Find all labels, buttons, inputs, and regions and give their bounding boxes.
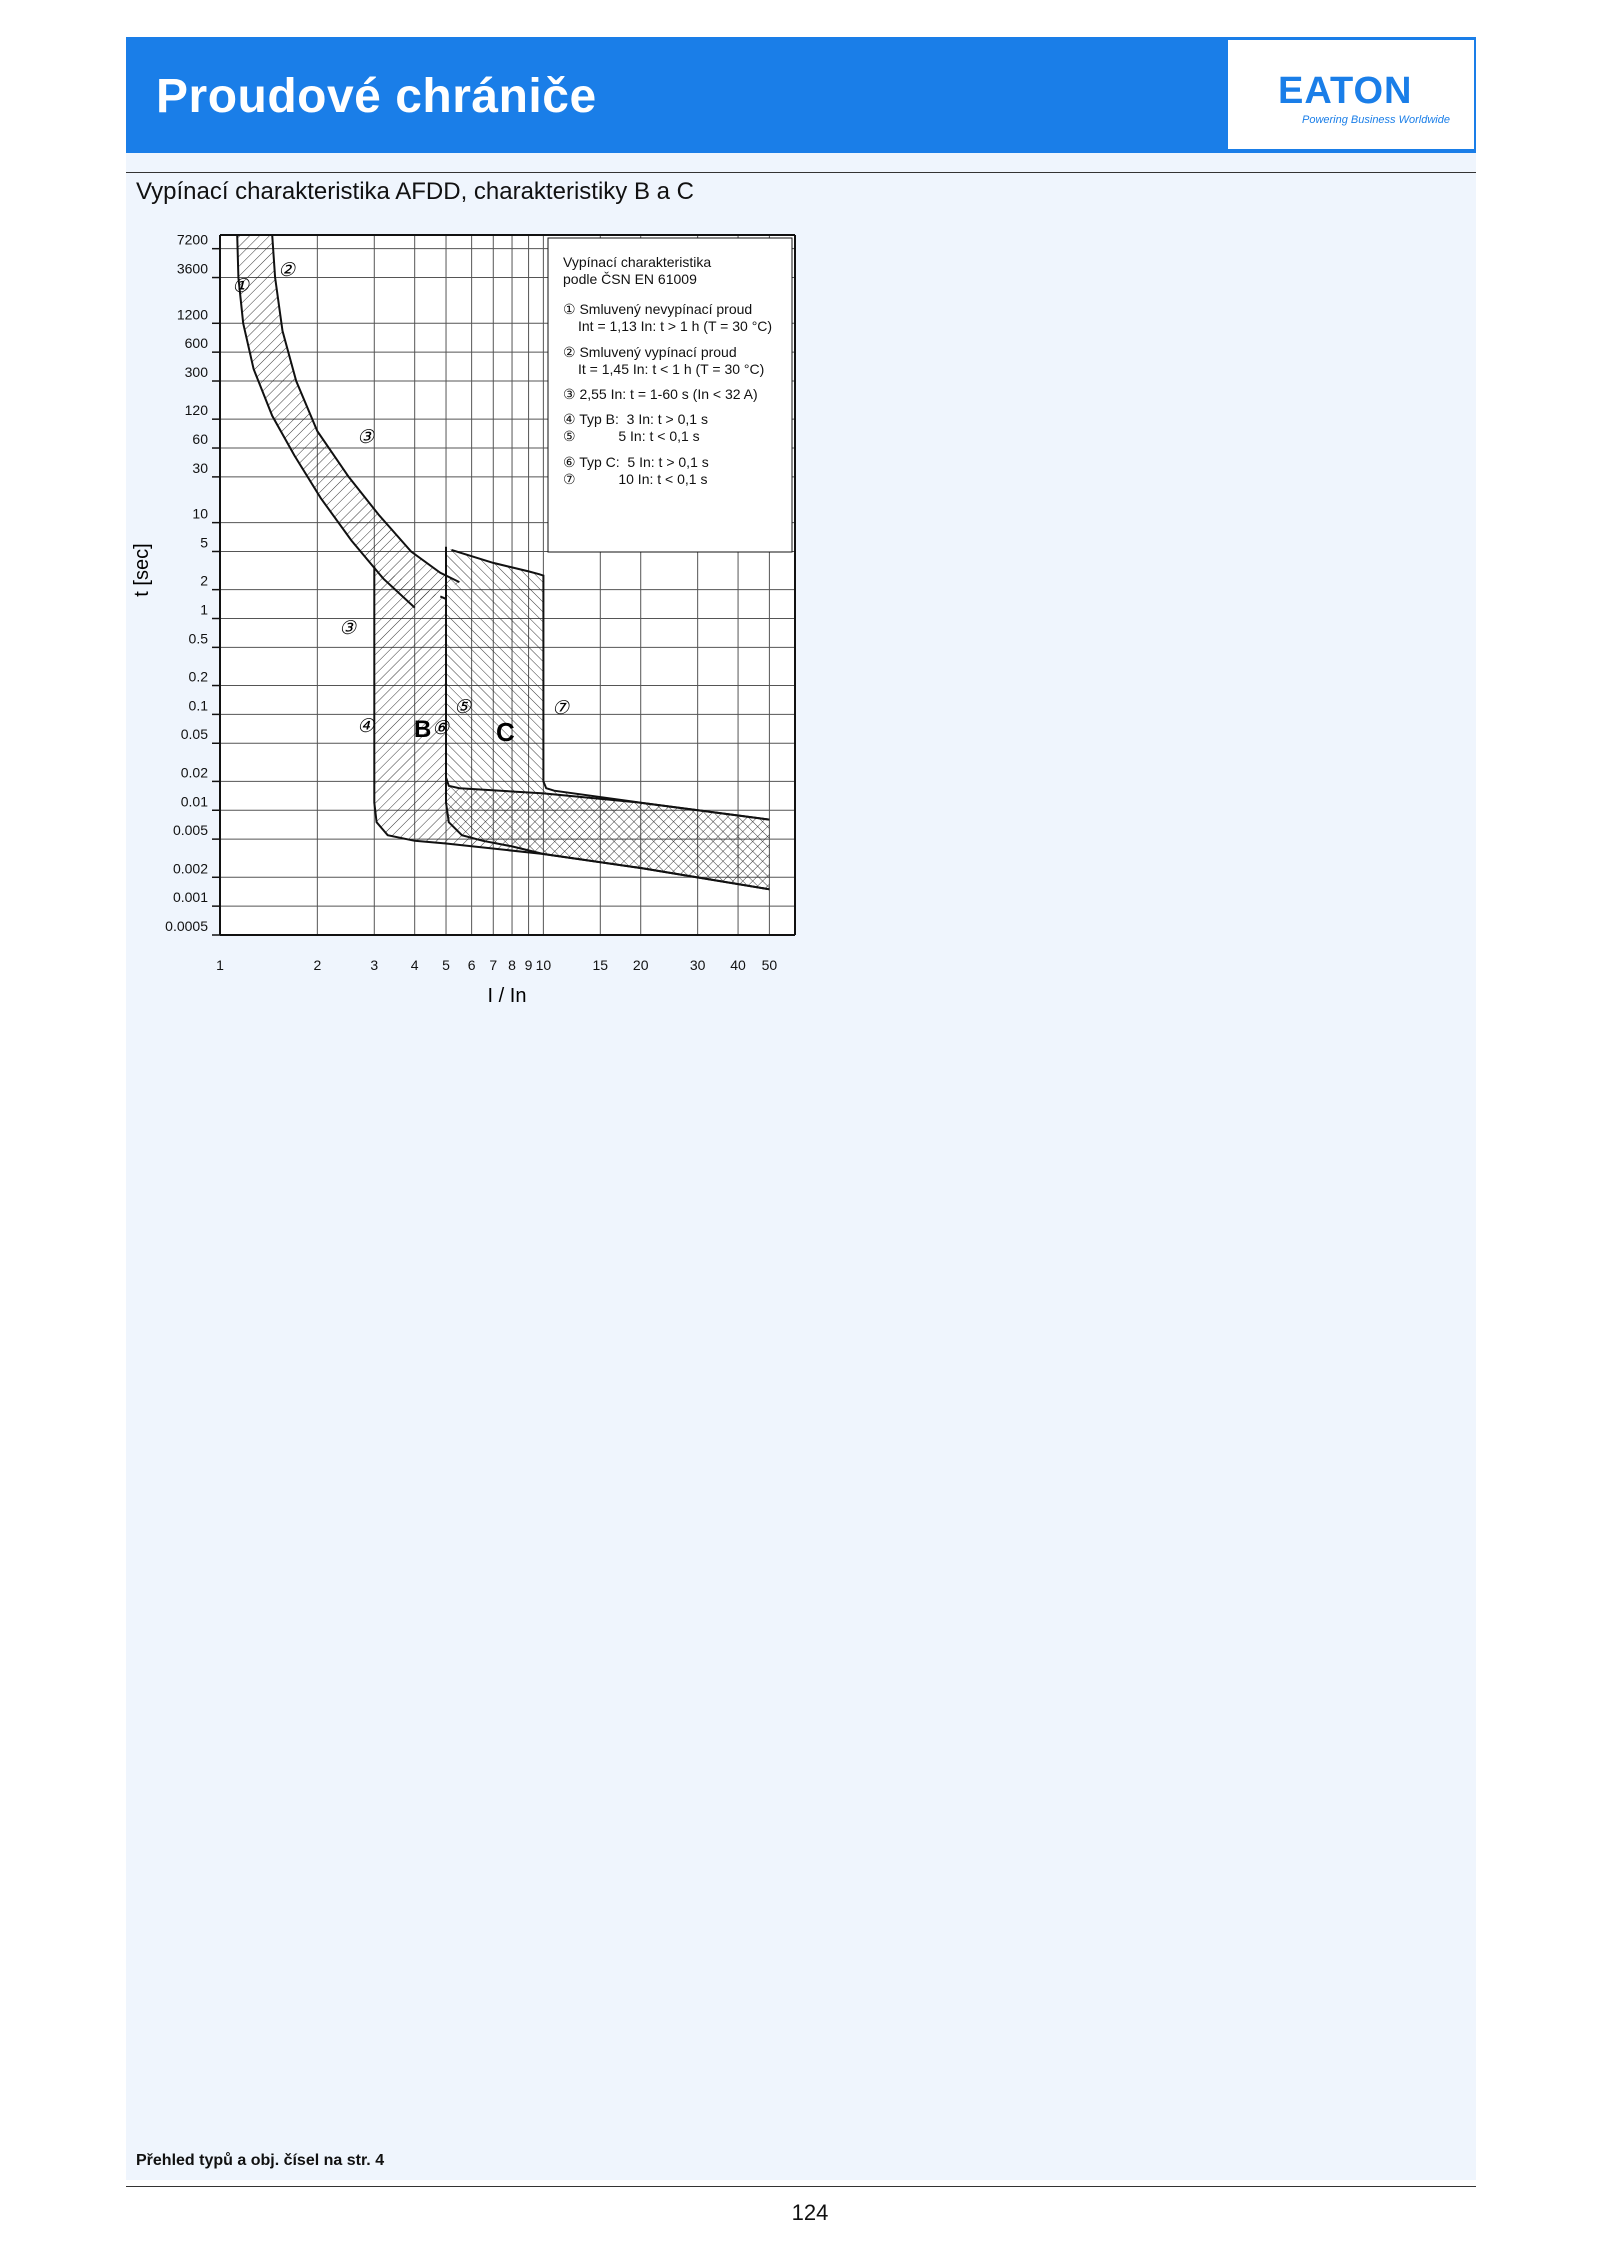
y-tick-label-21: 0.0005: [165, 918, 208, 934]
x-tick-label-13: 40: [730, 957, 746, 973]
legend-line-2: ① Smluvený nevypínací proud: [563, 301, 753, 317]
logo-tagline: Powering Business Worldwide: [1302, 114, 1450, 126]
y-tick-label-10: 2: [200, 572, 208, 589]
y-tick-label-16: 0.02: [180, 764, 208, 781]
y-tick-label-13: 0.2: [188, 668, 208, 685]
legend-line-8: ⑤ 5 In: t < 0,1 s: [563, 428, 700, 444]
logo-wordmark: EATON: [1278, 70, 1413, 112]
marker-4: ④: [357, 716, 375, 737]
y-tick-label-11: 1: [200, 601, 208, 618]
y-tick-label-3: 600: [184, 335, 208, 352]
x-tick-label-9: 10: [535, 957, 552, 973]
marker-2: ②: [278, 260, 296, 281]
y-tick-label-9: 5: [200, 534, 208, 551]
x-axis-label: I / In: [487, 985, 527, 1007]
x-tick-label-5: 6: [467, 957, 476, 973]
page-number: 124: [791, 2200, 829, 2225]
footer-note: Přehled typů a obj. čísel na str. 4: [136, 2152, 385, 2169]
y-tick-label-0: 7200: [176, 231, 208, 248]
y-tick-label-1: 3600: [176, 260, 208, 277]
page-title: Proudové chrániče: [156, 70, 597, 123]
y-tick-label-5: 120: [184, 402, 208, 419]
y-tick-label-8: 10: [192, 505, 208, 522]
x-tick-label-4: 5: [442, 957, 450, 973]
y-tick-label-12: 0.5: [188, 630, 208, 647]
y-tick-label-15: 0.05: [180, 726, 208, 743]
legend-line-3: Int = 1,13 In: t > 1 h (T = 30 °C): [578, 318, 773, 334]
x-tick-label-0: 1: [216, 957, 224, 973]
legend-line-0: Vypínací charakteristika: [563, 254, 712, 270]
y-tick-label-17: 0.01: [180, 793, 208, 810]
marker-1: ①: [232, 276, 250, 297]
footer-divider: [126, 2186, 1476, 2187]
y-tick-label-18: 0.005: [172, 822, 208, 839]
marker-6: ⑥: [432, 718, 450, 739]
y-tick-label-4: 300: [184, 364, 208, 381]
x-tick-label-12: 30: [689, 957, 706, 973]
legend-line-6: ③ 2,55 In: t = 1-60 s (In < 32 A): [563, 386, 758, 402]
marker-3a: ③: [357, 427, 375, 448]
y-tick-label-7: 30: [192, 459, 208, 476]
section-title: Vypínací charakteristika AFDD, charakteristiky B a C: [136, 178, 694, 205]
marker-7: ⑦: [552, 698, 570, 719]
x-axis: [216, 957, 777, 973]
label-B: B: [414, 716, 432, 743]
x-tick-label-7: 8: [508, 957, 516, 973]
x-tick-label-14: 50: [761, 957, 778, 973]
x-tick-label-6: 7: [489, 957, 498, 973]
x-tick-label-8: 9: [524, 957, 533, 973]
marker-5: ⑤: [454, 697, 472, 718]
y-tick-label-14: 0.1: [188, 697, 208, 714]
y-tick-label-2: 1200: [176, 306, 208, 323]
legend-line-9: ⑥ Typ C: 5 In: t > 0,1 s: [563, 454, 709, 470]
y-axis: [165, 232, 220, 935]
y-tick-label-19: 0.002: [172, 860, 208, 877]
y-axis-label: t [sec]: [131, 543, 153, 597]
x-tick-label-10: 15: [592, 957, 609, 973]
label-C: C: [496, 717, 515, 747]
legend-line-5: It = 1,45 In: t < 1 h (T = 30 °C): [578, 361, 765, 377]
legend-line-4: ② Smluvený vypínací proud: [563, 344, 737, 360]
legend-line-10: ⑦ 10 In: t < 0,1 s: [563, 471, 708, 487]
x-tick-label-11: 20: [632, 957, 649, 973]
x-tick-label-3: 4: [410, 957, 419, 973]
x-tick-label-1: 2: [313, 957, 322, 973]
x-tick-label-2: 3: [370, 957, 379, 973]
marker-3b: ③: [339, 618, 357, 639]
legend-line-7: ④ Typ B: 3 In: t > 0,1 s: [563, 411, 708, 427]
y-tick-label-6: 60: [192, 431, 208, 448]
y-tick-label-20: 0.001: [172, 889, 208, 906]
legend-line-1: podle ČSN EN 61009: [563, 271, 697, 287]
trip-characteristic-chart: [0, 0, 1600, 1100]
